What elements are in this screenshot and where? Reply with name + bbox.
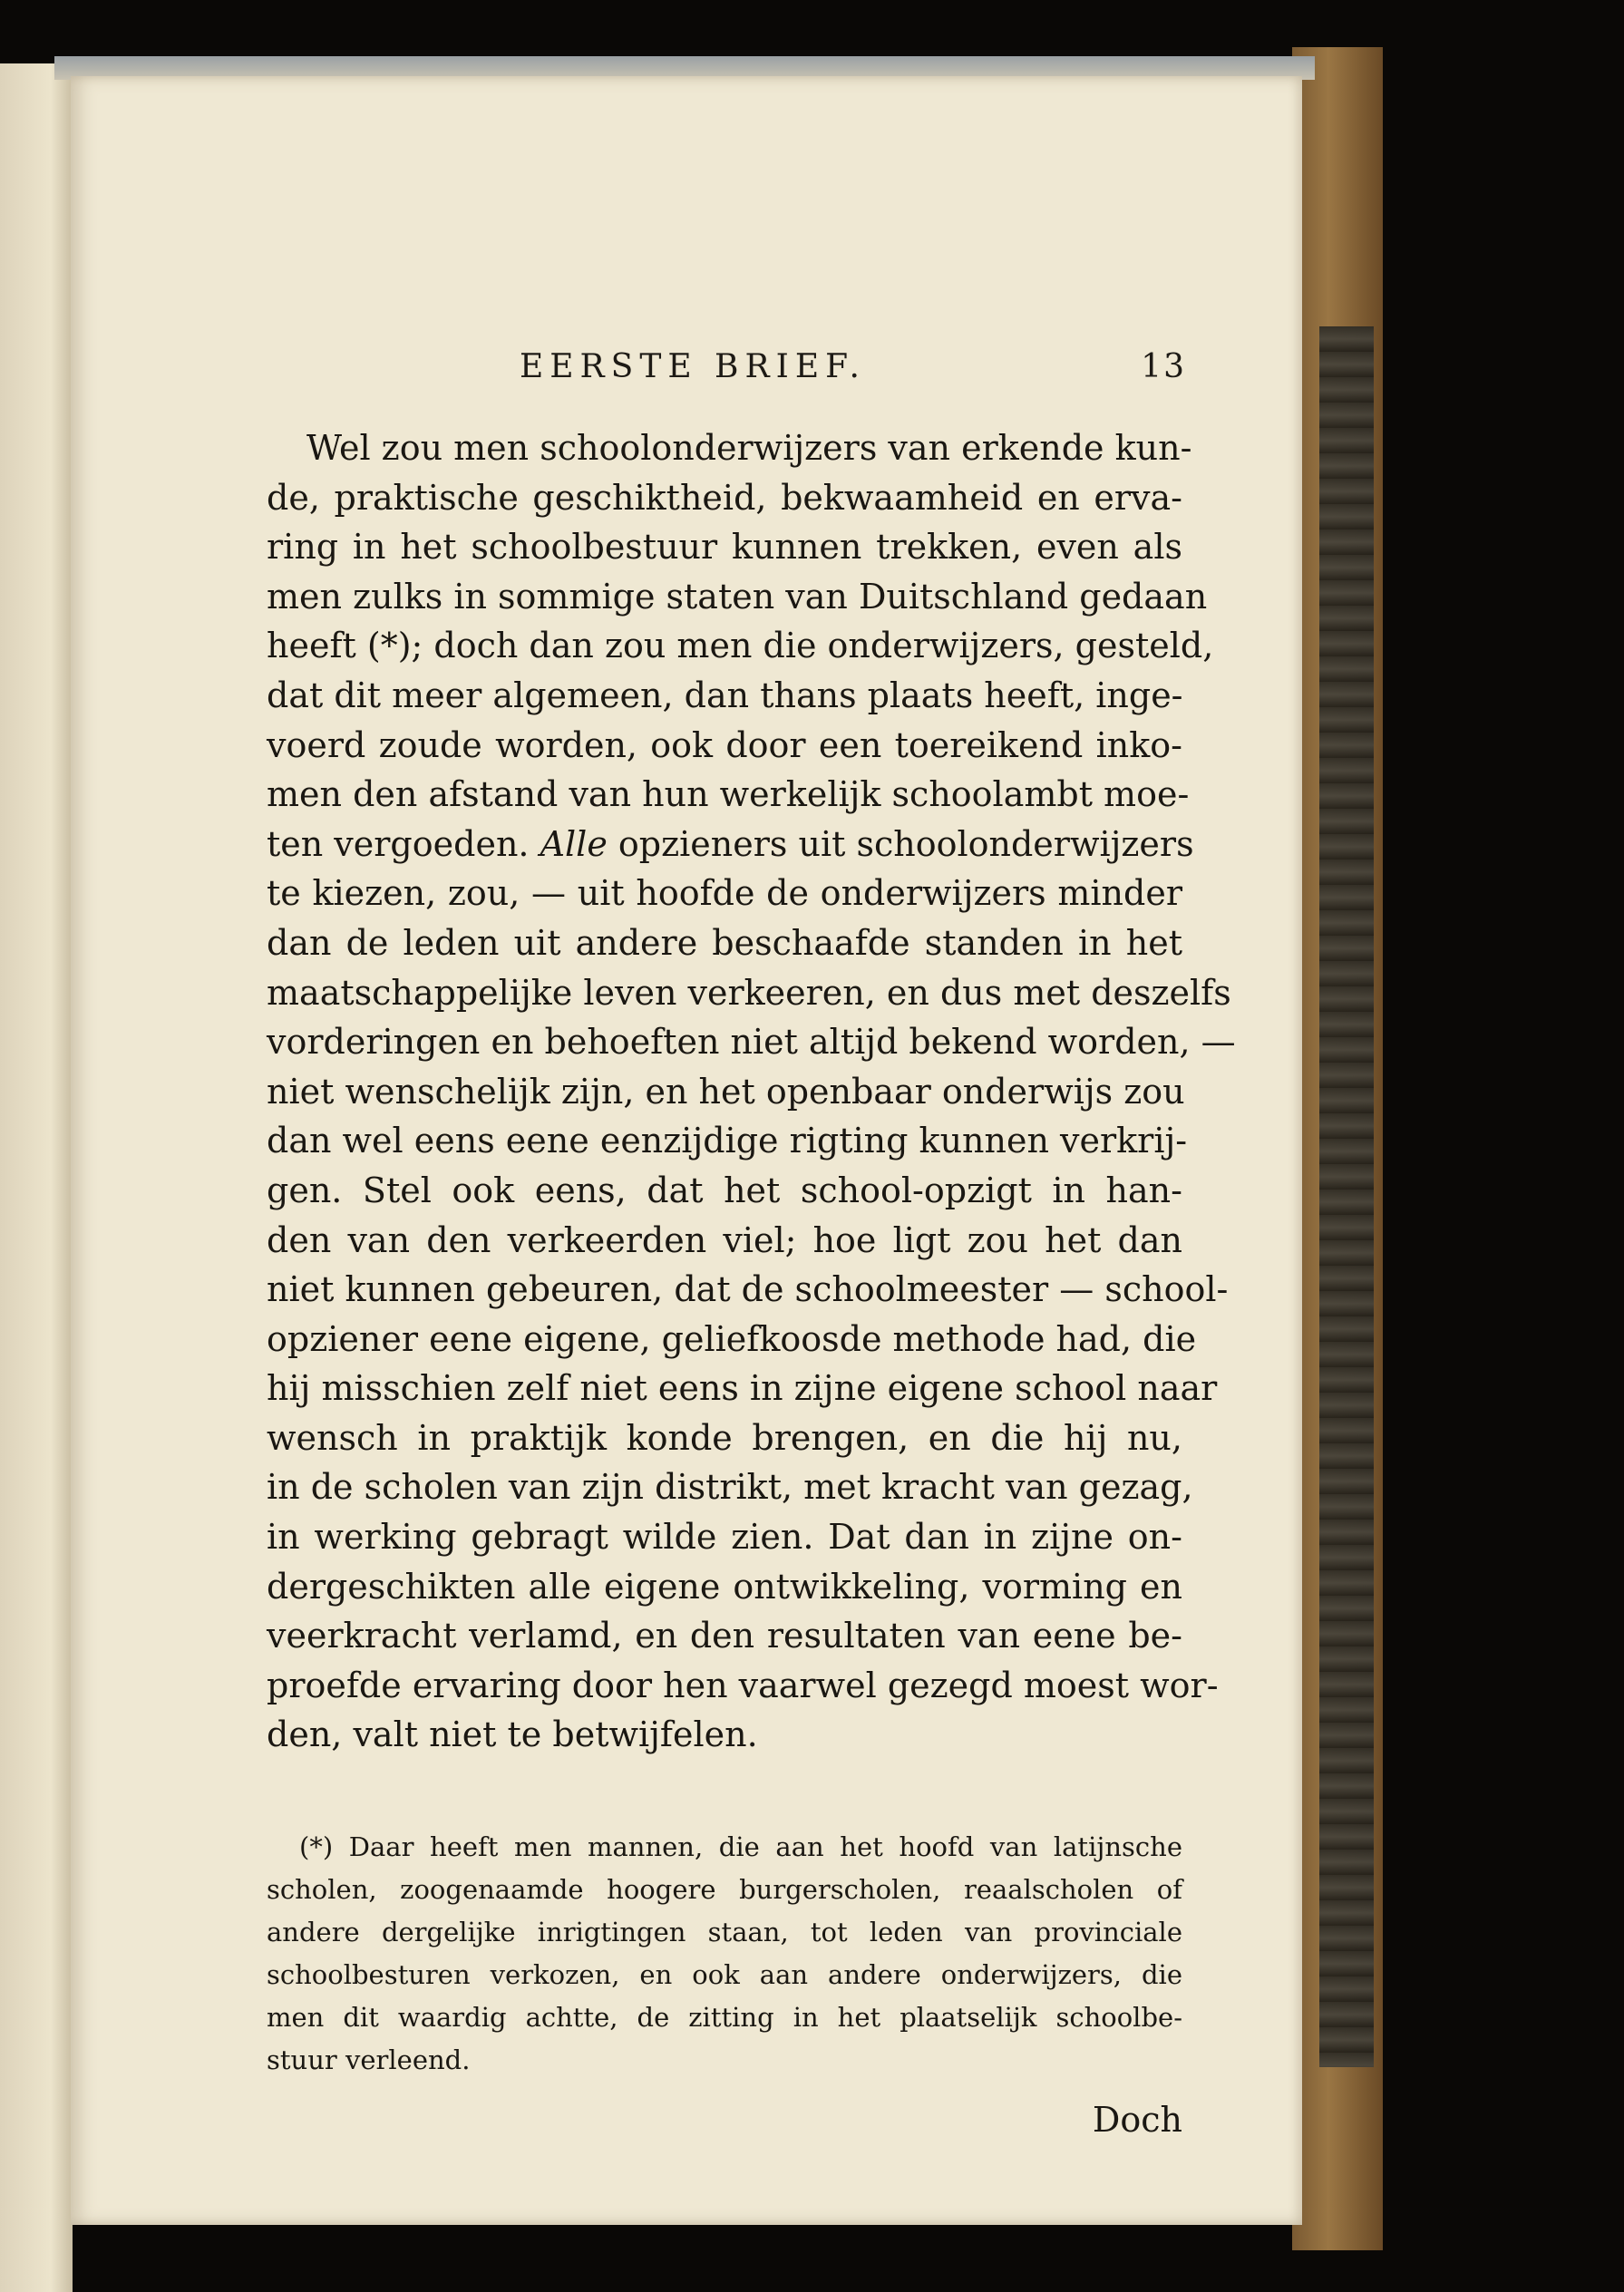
text-line: de, praktische geschiktheid, bekwaamheid en erva-	[267, 477, 1182, 518]
text-line: heeft (*); doch dan zou men die onderwijzers, gesteld,	[267, 626, 1214, 666]
text-line: opziener eene eigene, geliefkoosde methode had, die	[267, 1318, 1197, 1359]
book-page	[71, 76, 1302, 2225]
left-page-edge	[0, 63, 73, 2292]
text-line: gen. Stel ook eens, dat het school-opzigt in han-	[267, 1170, 1182, 1210]
running-title: EERSTE BRIEF.	[520, 348, 866, 385]
text-line: voerd zoude worden, ook door een toereikend inko-	[267, 724, 1182, 765]
footnote-line: andere dergelijke inrigtingen staan, tot leden van provinciale	[267, 1917, 1182, 1947]
text-line: dergeschikten alle eigene ontwikkeling, vorming en	[267, 1566, 1182, 1607]
text-line: hij misschien zelf niet eens in zijne eigene school naar	[267, 1368, 1218, 1409]
text-line: in werking gebragt wilde zien. Dat dan in zijne on-	[267, 1517, 1182, 1558]
text-line: men zulks in sommige staten van Duitschland gedaan	[267, 576, 1208, 617]
text-line: ten vergoeden. Alle opzieners uit schoolonderwijzers	[267, 823, 1194, 864]
footnote-line: scholen, zoogenaamde hoogere burgerscholen, reaalscholen of	[267, 1874, 1182, 1905]
footnote-line: schoolbesturen verkozen, en ook aan andere onderwijzers, die	[267, 1959, 1182, 1990]
text-line: ring in het schoolbestuur kunnen trekken, even als	[267, 527, 1182, 568]
catchword: Doch	[1092, 2100, 1182, 2140]
text-line: proefde ervaring door hen vaarwel gezegd moest wor-	[267, 1665, 1219, 1705]
text-line: niet kunnen gebeuren, dat de schoolmeester — school-	[267, 1269, 1229, 1310]
cover-marbling	[1319, 326, 1374, 2067]
text-line: in de scholen van zijn distrikt, met kracht van gezag,	[267, 1467, 1193, 1508]
text-line: den van den verkeerden viel; hoe ligt zou het dan	[267, 1219, 1182, 1260]
text-line: den, valt niet te betwijfelen.	[267, 1714, 758, 1755]
text-line: veerkracht verlamd, en den resultaten van eene be-	[267, 1616, 1182, 1656]
footnote-line: men dit waardig achtte, de zitting in het plaatselijk schoolbe-	[267, 2002, 1182, 2033]
footnote-line: (*) Daar heeft men mannen, die aan het hoofd van latijnsche	[299, 1831, 1182, 1862]
text-line: vorderingen en behoeften niet altijd bekend worden, —	[267, 1022, 1236, 1063]
text-line: maatschappelijke leven verkeeren, en dus met deszelfs	[267, 972, 1231, 1013]
text-line: niet wenschelijk zijn, en het openbaar onderwijs zou	[267, 1071, 1185, 1112]
running-head	[442, 348, 1186, 393]
text-line: te kiezen, zou, — uit hoofde de onderwijzers minder	[267, 873, 1182, 914]
footnote	[267, 1826, 1182, 2082]
footnote-line: stuur verleend.	[267, 2044, 471, 2075]
page-number: 13	[1141, 348, 1186, 385]
text-line: Wel zou men schoolonderwijzers van erkende kun-	[306, 428, 1192, 468]
text-line: dat dit meer algemeen, dan thans plaats heeft, inge-	[267, 675, 1183, 715]
text-line: dan wel eens eene eenzijdige rigting kunnen verkrij-	[267, 1121, 1188, 1161]
text-line: men den afstand van hun werkelijk schoolambt moe-	[267, 774, 1190, 815]
text-line: wensch in praktijk konde brengen, en die hij nu,	[267, 1417, 1182, 1458]
text-line: dan de leden uit andere beschaafde standen in het	[267, 922, 1182, 963]
